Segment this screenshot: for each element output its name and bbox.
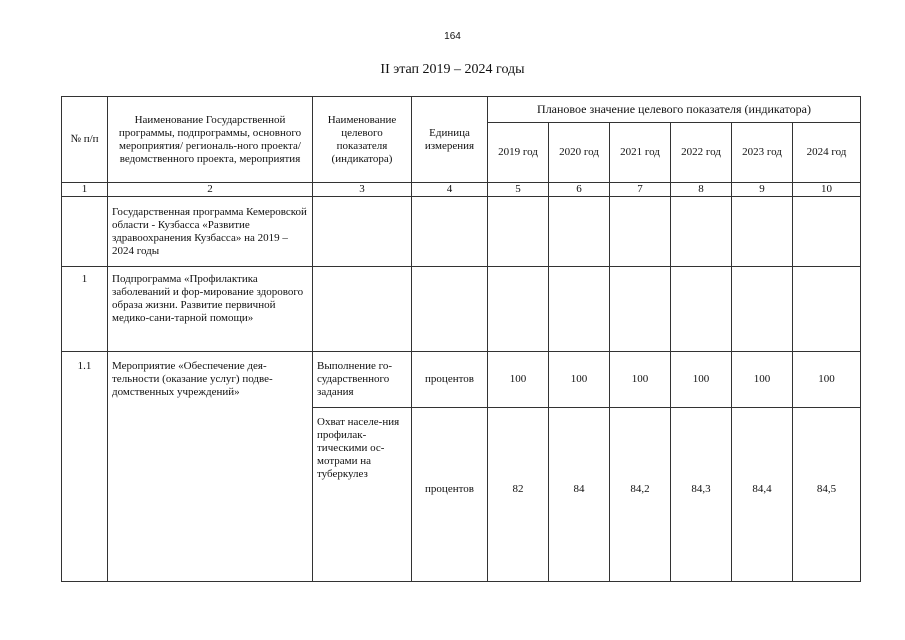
column-number: 10: [793, 183, 861, 197]
column-number: 4: [412, 183, 488, 197]
column-number: 2: [108, 183, 313, 197]
value-cell: 100: [549, 352, 610, 408]
row-num: [62, 197, 108, 267]
unit: процентов: [412, 408, 488, 582]
header-year: 2021 год: [610, 123, 671, 183]
row-num: 1: [62, 267, 108, 352]
value-cell: 84,5: [793, 408, 861, 582]
column-number: 7: [610, 183, 671, 197]
table-row: [62, 267, 861, 352]
header-row-1: [62, 97, 861, 123]
header-year: 2022 год: [671, 123, 732, 183]
row-name: Подпрограмма «Профилактика заболеваний и фор-мирование здорового образа жизни. Развитие первичной медико-сани-тарной помощи»: [108, 267, 313, 352]
row-name: Мероприятие «Обеспечение дея-тельности (оказание услуг) подве-домственных учреждений»: [108, 352, 313, 582]
row-num: 1.1: [62, 352, 108, 582]
column-number: 6: [549, 183, 610, 197]
row-name: Государственная программа Кемеровской области - Кузбасса «Развитие здравоохранения Кузбасса» на 2019 – 2024 годы: [108, 197, 313, 267]
header-program: Наименование Государственной программы, подпрограммы, основного мероприятия/ региональ-ного проекта/ведомственного проекта, мероприятия: [108, 97, 313, 183]
unit: процентов: [412, 352, 488, 408]
table-row: [62, 352, 861, 408]
column-numbers-row: [62, 183, 861, 197]
header-indicator: Наименование целевого показателя (индикатора): [313, 97, 412, 183]
value-cell: 100: [732, 352, 793, 408]
header-num: № п/п: [62, 97, 108, 183]
value-cell: 84: [549, 408, 610, 582]
header-year: 2020 год: [549, 123, 610, 183]
column-number: 9: [732, 183, 793, 197]
value-cell: 84,4: [732, 408, 793, 582]
value-cell: 100: [488, 352, 549, 408]
header-planned: Плановое значение целевого показателя (индикатора): [488, 97, 861, 123]
value-cell: 84,3: [671, 408, 732, 582]
table-row: [62, 197, 861, 267]
indicator-name: Охват населе-ния профилак-тическими ос-мотрами на туберкулез: [313, 408, 412, 582]
page-title: II этап 2019 – 2024 годы: [380, 62, 525, 77]
page-number: 164: [444, 31, 461, 42]
header-unit: Единица измерения: [412, 97, 488, 183]
value-cell: 100: [793, 352, 861, 408]
value-cell: 82: [488, 408, 549, 582]
header-year: 2019 год: [488, 123, 549, 183]
indicators-table: [61, 96, 861, 582]
value-cell: 100: [671, 352, 732, 408]
column-number: 5: [488, 183, 549, 197]
value-cell: 100: [610, 352, 671, 408]
indicator-name: Выполнение го-сударственного задания: [313, 352, 412, 408]
header-year: 2024 год: [793, 123, 861, 183]
value-cell: 84,2: [610, 408, 671, 582]
column-number: 1: [62, 183, 108, 197]
header-year: 2023 год: [732, 123, 793, 183]
column-number: 8: [671, 183, 732, 197]
column-number: 3: [313, 183, 412, 197]
